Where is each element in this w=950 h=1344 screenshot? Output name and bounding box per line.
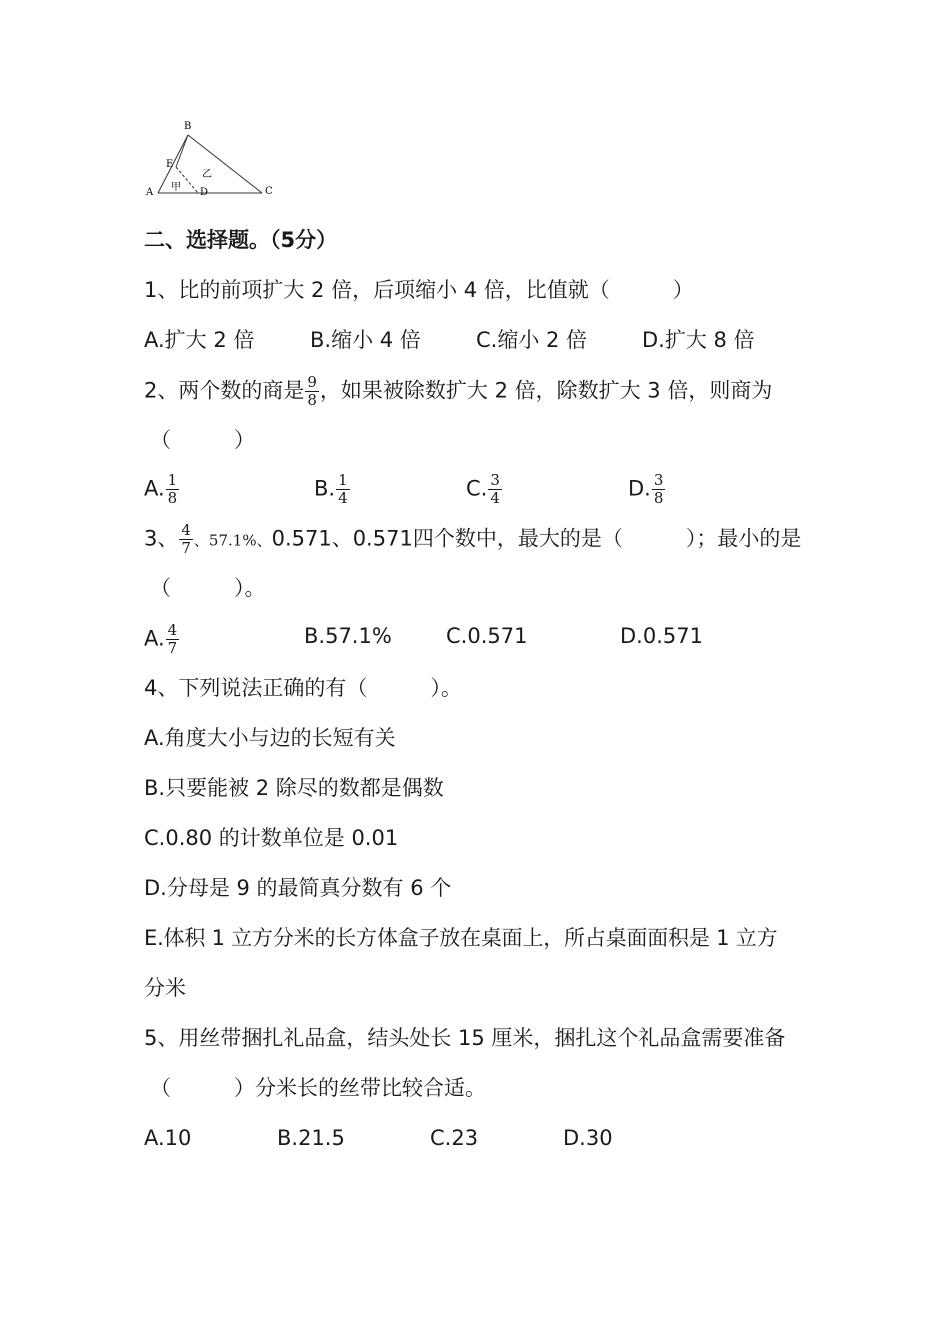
q5-option-b: B.21.5 (277, 1126, 345, 1150)
q2-option-a-frac (166, 472, 180, 507)
label-yi: 乙 (202, 169, 212, 180)
q3-fraction-num: 4 (181, 521, 191, 539)
q3-mid: 、57.1%、 (193, 531, 272, 550)
q2-option-d-den: 8 (653, 489, 664, 507)
q2-fraction (305, 374, 319, 409)
label-a: A (146, 187, 154, 198)
q3-blank: （ ）。 (150, 576, 266, 600)
q2-option-a-label: A. (144, 476, 165, 501)
q2-option-c-num: 3 (490, 471, 500, 489)
q4-option-c: C.0.80 的计数单位是 0.01 (144, 826, 399, 850)
q3-option-d: D.0.571 (620, 624, 703, 648)
q1-option-a: A.扩大 2 倍 (144, 328, 255, 352)
q3-option-a (144, 622, 180, 657)
q2-fraction-den: 8 (307, 391, 317, 409)
segment-eb (176, 135, 188, 167)
q4-option-a: A.角度大小与边的长短有关 (144, 726, 396, 750)
q2-option-b-num: 1 (338, 471, 348, 489)
q2-option-a (144, 472, 180, 507)
q2-option-a-num: 1 (167, 471, 178, 489)
q2-option-c-den: 4 (490, 489, 500, 507)
q2-option-b-den: 4 (338, 489, 348, 507)
question-4: 4、下列说法正确的有（ ）。 (144, 676, 462, 700)
q2-option-c (466, 472, 503, 507)
q2-option-b-frac (336, 472, 350, 507)
question-1: 1、比的前项扩大 2 倍，后项缩小 4 倍，比值就（ ） (144, 278, 694, 302)
q2-option-c-label: C. (466, 476, 488, 501)
q2-option-d (628, 472, 666, 507)
q3-option-a-frac (166, 622, 180, 657)
question-3 (144, 522, 801, 557)
label-b: B (184, 121, 192, 132)
q2-option-b-label: B. (314, 476, 336, 501)
q2-fraction-num: 9 (307, 373, 317, 391)
question-5: 5、用丝带捆扎礼品盒，结头处长 15 厘米，捆扎这个礼品盒需要准备 (144, 1026, 786, 1050)
q2-post: ，如果被除数扩大 2 倍，除数扩大 3 倍，则商为 (319, 378, 773, 403)
label-jia: 甲 (171, 182, 181, 193)
q3-fraction-den: 7 (181, 539, 191, 557)
q2-option-d-num: 3 (653, 471, 664, 489)
q3-pre: 3、 (144, 526, 179, 551)
q3-option-b: B.57.1% (304, 624, 392, 648)
q2-pre: 2、两个数的商是 (144, 378, 305, 403)
q3-fraction (179, 522, 193, 557)
q4-option-e-cont: 分米 (144, 976, 186, 1000)
q3-option-a-den: 7 (167, 639, 178, 657)
q4-option-b: B.只要能被 2 除尽的数都是偶数 (144, 776, 444, 800)
q5-option-d: D.30 (563, 1126, 613, 1150)
q5-option-a: A.10 (144, 1126, 192, 1150)
q3-option-a-num: 4 (167, 621, 178, 639)
label-c: C (265, 186, 273, 197)
q2-option-d-label: D. (628, 476, 651, 501)
q2-option-b (314, 472, 351, 507)
q1-option-b: B.缩小 4 倍 (310, 328, 421, 352)
q4-option-e: E.体积 1 立方分米的长方体盒子放在桌面上，所占桌面面积是 1 立方 (144, 926, 778, 950)
question-2 (144, 374, 772, 409)
q5-line-2: （ ）分米长的丝带比较合适。 (150, 1076, 486, 1100)
q2-option-a-den: 8 (167, 489, 178, 507)
label-d: D (200, 187, 209, 198)
side-bc (188, 135, 262, 193)
triangle-figure (140, 118, 280, 198)
q3-option-a-label: A. (144, 626, 165, 651)
q3-post: 0.571、0.571四个数中，最大的是（ ）；最小的是 (271, 526, 802, 551)
label-e: E (166, 159, 174, 170)
q2-option-c-frac (488, 472, 502, 507)
section-title: 二、选择题。（5分） (144, 228, 338, 252)
q3-option-c: C.0.571 (446, 624, 528, 648)
q2-option-d-frac (652, 472, 666, 507)
q1-option-d: D.扩大 8 倍 (642, 328, 755, 352)
q2-blank: （ ） (150, 428, 255, 452)
q5-option-c: C.23 (430, 1126, 479, 1150)
q4-option-d: D.分母是 9 的最简真分数有 6 个 (144, 876, 452, 900)
q1-option-c: C.缩小 2 倍 (476, 328, 588, 352)
